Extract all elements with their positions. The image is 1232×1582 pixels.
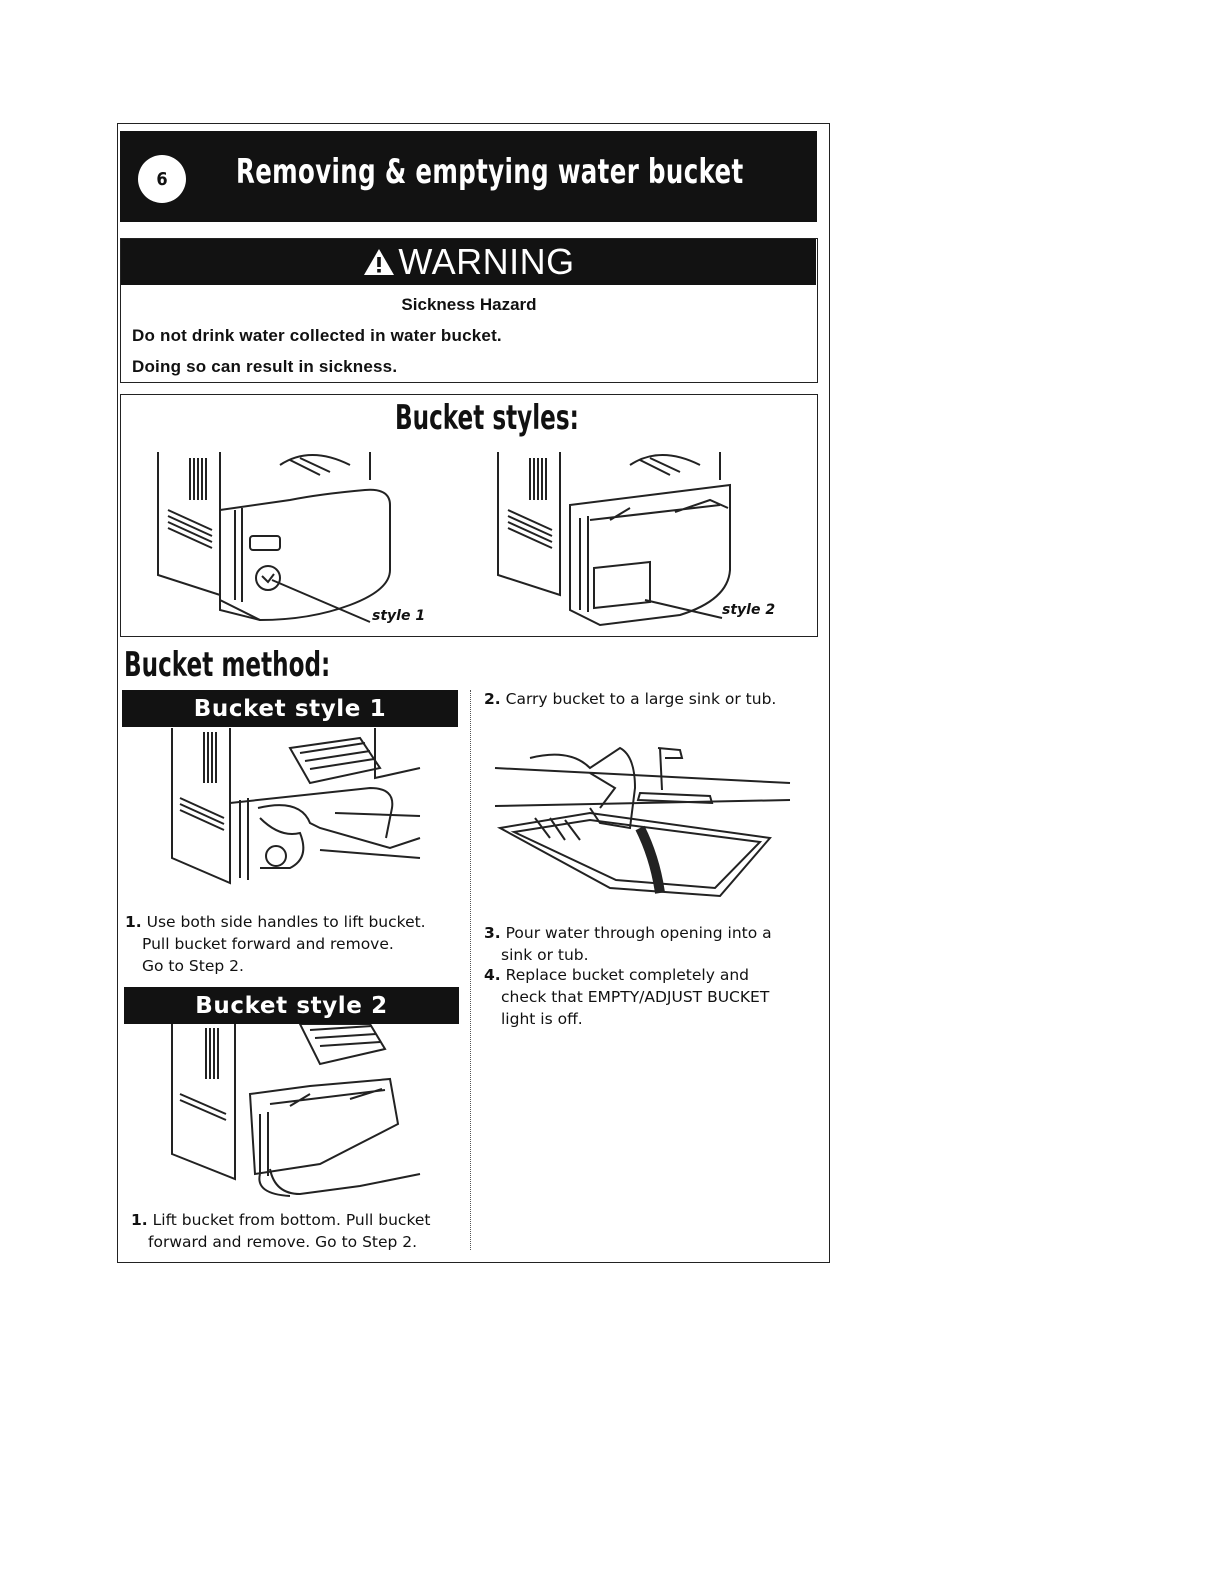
step-number: 4. — [484, 966, 501, 984]
bucket-styles-heading: Bucket styles: — [395, 398, 579, 438]
step-number-badge: 6 — [138, 155, 186, 203]
bucket-style-1-bar: Bucket style 1 — [122, 690, 458, 727]
step-text-line: Go to Step 2. — [142, 957, 244, 975]
bucket-style-2-bar: Bucket style 2 — [124, 987, 459, 1024]
step-number: 2. — [484, 690, 501, 708]
style-1-step-1 — [125, 911, 426, 977]
step-text-line: Lift bucket from bottom. Pull bucket — [152, 1211, 431, 1229]
step-text-line: Replace bucket completely and — [505, 966, 749, 984]
bucket-method-heading: Bucket method: — [124, 645, 331, 685]
step-text-line: Use both side handles to lift bucket. — [146, 913, 426, 931]
warning-hazard: Sickness Hazard — [401, 295, 537, 314]
step-text-line: check that EMPTY/ADJUST BUCKET — [501, 988, 770, 1006]
bucket-style-1-illustration — [150, 450, 450, 630]
sink-pouring-illustration — [490, 728, 800, 918]
step-2 — [484, 688, 776, 710]
step-text-line: forward and remove. Go to Step 2. — [148, 1233, 418, 1251]
column-divider — [470, 690, 471, 1250]
step-text-line: Pull bucket forward and remove. — [142, 935, 394, 953]
step-text-line: Pour water through opening into a — [505, 924, 772, 942]
step-number: 1. — [125, 913, 142, 931]
warning-triangle-icon — [362, 247, 396, 277]
style-1-removal-illustration — [160, 728, 430, 898]
warning-header — [121, 239, 816, 285]
style-2-callout: style 2 — [722, 602, 776, 618]
step-text-line: Carry bucket to a large sink or tub. — [505, 690, 777, 708]
style-1-callout: style 1 — [372, 608, 426, 624]
page-title: Removing & emptying water bucket — [236, 152, 744, 192]
step-number: 3. — [484, 924, 501, 942]
warning-label: WARNING — [398, 241, 575, 282]
warning-line-1: Do not drink water collected in water bucket. — [132, 326, 502, 345]
style-2-step-1 — [131, 1209, 430, 1253]
step-text-line: sink or tub. — [501, 946, 589, 964]
step-4 — [484, 964, 769, 1030]
step-number: 1. — [131, 1211, 148, 1229]
step-text-line: light is off. — [501, 1010, 583, 1028]
style-2-removal-illustration — [160, 1024, 430, 1204]
step-3 — [484, 922, 772, 966]
warning-line-2: Doing so can result in sickness. — [132, 357, 398, 376]
